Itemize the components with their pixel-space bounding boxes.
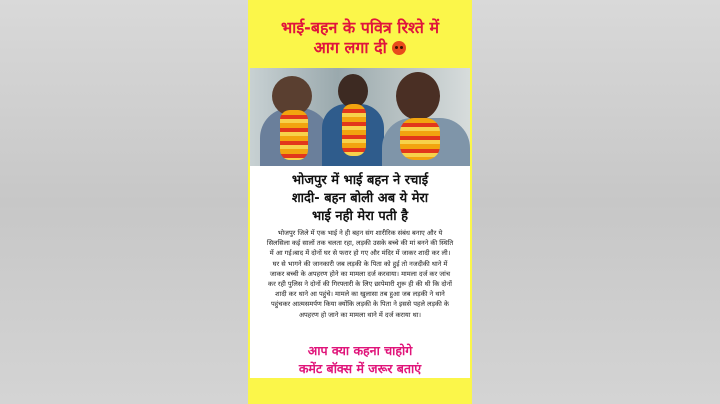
blurred-background-right bbox=[472, 0, 720, 404]
headline-line-2-text: आग लगा दी bbox=[313, 38, 387, 57]
garland-middle bbox=[342, 104, 366, 156]
news-card bbox=[248, 0, 472, 404]
article-body: भोजपुर जिले में एक भाई ने ही बहन संग शारीरिक संबंध बनाए और ये सिलसिला कई सालों तक चलता रहा, लड़की उसके बच्चे की मां बनने की स्थिति में आ गई।बाद में दोनों घर से फरार हो गए और मंदिर में जाकर शादी कर ली। घर से भागने की जानकारी जब लड़की के पिता को हुई तो नजदीकी थाने में जाकर बच्ची के अपहरण होने का मामला दर्ज करवाया। मामला दर्ज कर जांच कर रही पुलिस ने दोनों की गिरफ्तारी के लिए छापेमारी शुरू ही की थी कि दोनों शादी कर थाने आ पहुंचे। मामले का खुलासा तब हुआ जब लड़की ने थाने पहुंचकर आत्मसमर्पण किया क्योंकि लड़की के पिता ने इससे पहले लड़की के अपहरण हो जाने का मामला थाने में दर्ज कराया था। bbox=[266, 229, 454, 319]
article-title-line-2: शादी- बहन बोली अब ये मेरा bbox=[291, 191, 429, 206]
headline-line-2 bbox=[248, 38, 472, 58]
article-title-line-3: भाई नही मेरा पती है bbox=[312, 209, 408, 224]
headline-line-1: भाई-बहन के पवित्र रिश्ते में bbox=[280, 18, 440, 37]
cta-line-1: आप क्या कहना चाहोगे bbox=[307, 343, 413, 358]
angry-face-icon bbox=[392, 41, 406, 55]
cta-line-2: कमेंट बॉक्स में जरूर बताएं bbox=[298, 361, 422, 376]
garland-right bbox=[400, 118, 440, 160]
headline bbox=[248, 18, 472, 58]
person-middle-head bbox=[338, 74, 368, 108]
article-title-line-1: भोजपुर में भाई बहन ने रचाई bbox=[291, 173, 429, 188]
garland-left bbox=[280, 110, 308, 160]
article-title bbox=[248, 172, 472, 226]
person-right-head bbox=[396, 72, 440, 120]
blurred-background-left bbox=[0, 0, 248, 404]
call-to-action bbox=[248, 342, 472, 378]
news-photo bbox=[250, 68, 470, 166]
